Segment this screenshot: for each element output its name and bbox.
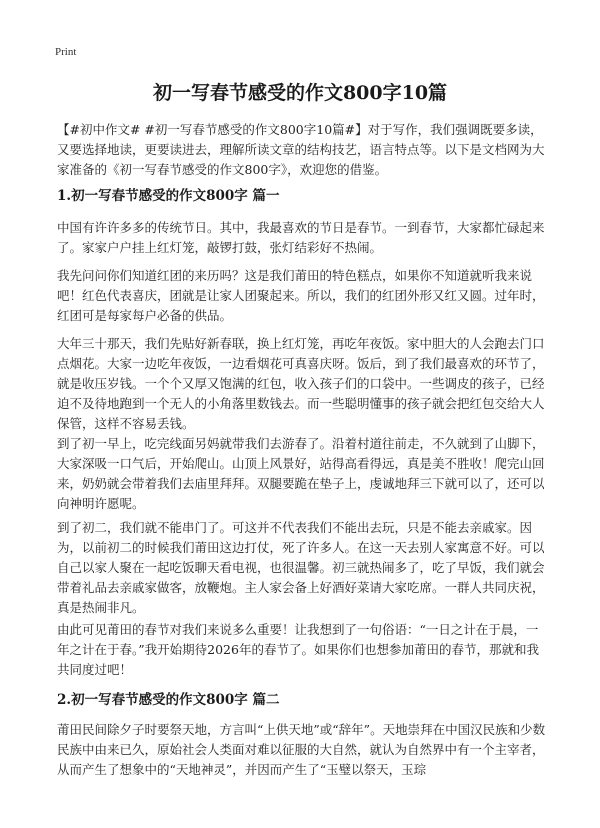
section-1-paragraph-4: 到了初一早上，吃完线面另妈就带我们去游春了。沿着村道往前走，不久就到了山脚下，大家深吸一口气后，开始爬山。山顶上风景好，站得高看得远，真是美不胜收！爬完山回来，奶奶就会带着我们去庙里拜拜。双腿要跪在垫子上，虔诚地拜三下就可以了，还可以向神明许愿呢。 — [57, 436, 545, 511]
intro-paragraph: 【#初中作文# #初一写春节感受的作文800字10篇#】对于写作，我们强调既要多读，又要选择地读，更要读进去，理解所读文章的结构技艺，语言特点等。以下是文档网为大家准备的《初一写春节感受的作文800字》，欢迎您的借鉴。 — [57, 122, 545, 177]
section-2-paragraph-1: 莆田民间除夕子时要祭天地，方言叫“上供天地”或“辞年”。天地崇拜在中国汉民族和少数民族中由来已久，原始社会人类面对难以征服的大自然，就认为自然界中有一个主宰者，从而产生了想象中的“天地神灵”，并因而产生了“玉璧以祭天，玉琮 — [57, 722, 546, 777]
section-1-heading: 1.初一写春节感受的作文800字 篇一 — [57, 188, 280, 204]
page-title: 初一写春节感受的作文800字10篇 — [152, 82, 448, 104]
print-link[interactable]: Print — [55, 46, 77, 58]
section-2-heading: 2.初一写春节感受的作文800字 篇二 — [57, 692, 280, 708]
section-1-paragraph-2: 我先问问你们知道红团的来历吗？这是我们莆田的特色糕点，如果你不知道就听我来说吧！红色代表喜庆，团就是让家人团聚起来。所以，我们的红团外形又红又圆。过年时，红团可是每家每户必备的供品。 — [57, 268, 545, 323]
section-1-paragraph-5: 到了初二，我们就不能串门了。可这并不代表我们不能出去玩，只是不能去亲戚家。因为，以前初二的时候我们莆田这边打仗，死了许多人。在这一天去别人家寓意不好。可以自己以家人聚在一起吃饭聊天看电视，也很温馨。初三就热闹多了，吃了早饭，我们就会带着礼品去亲戚家做客，放鞭炮。主人家会备上好酒好菜请大家吃席。一群人共同庆祝，真是热闹非凡。 — [57, 520, 545, 615]
section-1-paragraph-6: 由此可见莆田的春节对我们来说多么重要！让我想到了一句俗语：“一日之计在于晨，一年之计在于春。”我开始期待2026年的春节了。如果你们也想参加莆田的春节，那就和我共同度过吧！ — [57, 622, 539, 677]
section-1-paragraph-1: 中国有许许多多的传统节日。其中，我最喜欢的节日是春节。一到春节，大家都忙碌起来了。家家户户挂上红灯笼，敲锣打鼓，张灯结彩好不热闹。 — [57, 220, 545, 255]
section-1-paragraph-3: 大年三十那天，我们先贴好新春联，换上红灯笼，再吃年夜饭。家中胆大的人会跑去门口点烟花。大家一边吃年夜饭，一边看烟花可真喜庆呀。饭后，到了我们最喜欢的环节了，就是收压岁钱。一个个又厚又饱满的红包，收入孩子们的口袋中。一些调皮的孩子，已经迫不及待地跑到一个无人的小角落里数钱去。而一些聪明懂事的孩子就会把红包交给大人保管，这样不容易丢钱。 — [57, 336, 545, 431]
